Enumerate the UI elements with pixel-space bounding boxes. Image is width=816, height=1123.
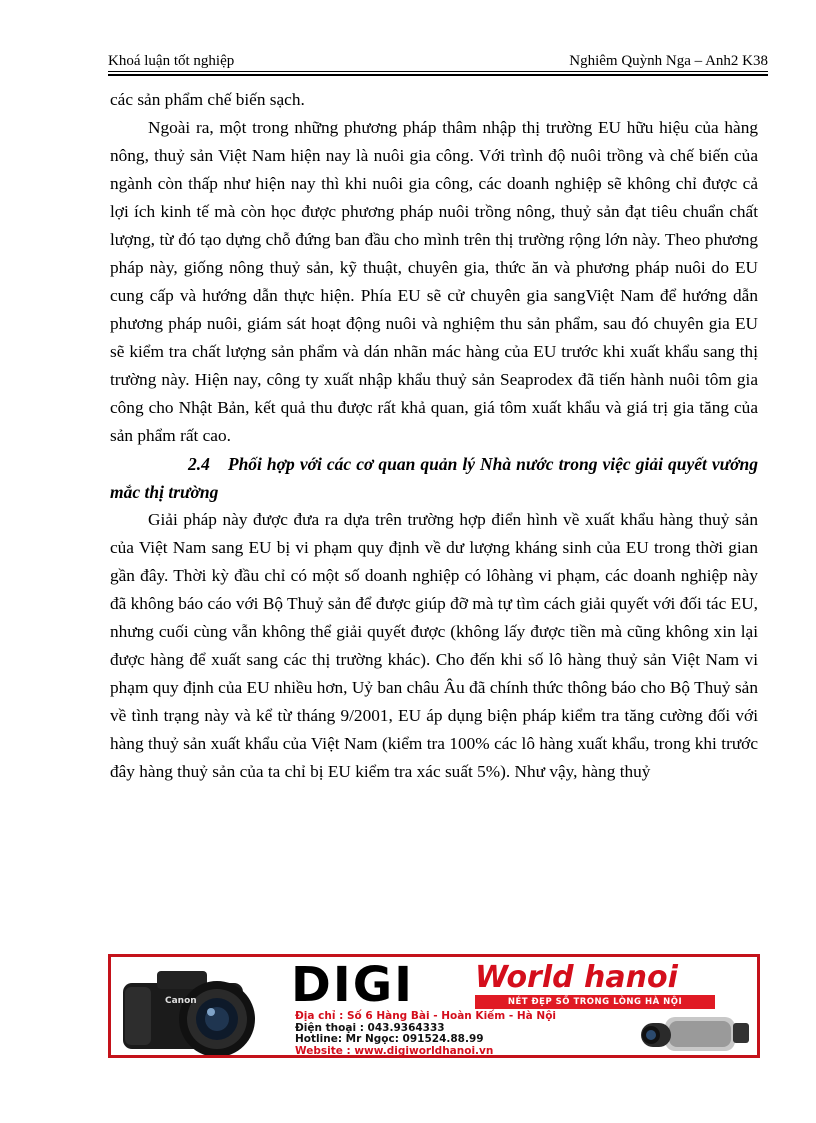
paragraph-solution: Giải pháp này được đưa ra dựa trên trường hợp điển hình về xuất khẩu hàng thuỷ sản của Việt Nam sang EU bị vi phạm quy định về dư lượng kháng sinh của EU trong thời gian gần đây. Thời kỳ đầu chỉ có một số doanh nghiệp có lôhàng vi phạm, các doanh nghiệp này đã không báo cáo với Bộ Thuỷ sản để được giúp đỡ mà tự tìm cách giải quyết với đối tác EU, nhưng cuối cùng vẫn không thể giải quyết được (không lấy được tiền mà cũng không xin lại được hàng để xuất sang các thị trường khác). Cho đến khi số lô hàng thuỷ sản Việt Nam vi phạm quy định của EU nhiều hơn, Uỷ ban châu Âu đã chính thức thông báo cho Bộ Thuỷ sản về tình trạng này và kể từ tháng 9/2001, EU áp dụng biện pháp kiểm tra tăng cường đối với hàng thuỷ sản xuất khẩu của Việt Nam (kiểm tra 100% các lô hàng xuất khẩu, trong khi trước đây hàng thuỷ sản của ta chỉ bị EU kiểm tra xác suất 5%). Như vậy, hàng thuỷ <box>110 510 758 781</box>
header-left-title: Khoá luận tốt nghiệp <box>108 53 235 69</box>
advertisement-banner[interactable] <box>108 954 760 1058</box>
logo-digi: DIGI <box>291 957 414 1013</box>
camera-icon <box>117 961 287 1055</box>
paragraph-outsourcing: Ngoài ra, một trong những phương pháp thâm nhập thị trường EU hữu hiệu của hàng nông, thuỷ sản Việt Nam hiện nay là nuôi gia công. Với trình độ nuôi trồng và chế biến của ngành còn thấp như hiện nay thì khi nuôi gia công, các doanh nghiệp sẽ không chỉ được cả lợi ích kinh tế mà còn học được phương pháp nuôi trồng nông, thuỷ sản đạt tiêu chuẩn chất lượng, từ đó tạo dựng chỗ đứng ban đầu cho mình trên thị trường rộng lớn này. Theo phương pháp này, giống nông thuỷ sản, kỹ thuật, chuyên gia, thức ăn và phương pháp nuôi do EU cung cấp và hướng dẫn thực hiện. Phía EU sẽ cử chuyên gia sangViệt Nam để hướng dẫn phương pháp nuôi, giám sát hoạt động nuôi và nghiệm thu sản phẩm, sau đó chuyên gia EU sẽ kiểm tra chất lượng sản phẩm và dán nhãn mác hàng của EU trước khi xuất khẩu sang thị trường này. Hiện nay, công ty xuất nhập khẩu thuỷ sản Seaprodex đã tiến hành nuôi tôm gia công cho Nhật Bản, kết quả thu được rất khả quan, giá tôm xuất khẩu và giá trị gia tăng của sản phẩm rất cao. <box>110 118 758 445</box>
contact-info <box>295 1011 625 1057</box>
hotline-line: Hotline: Mr Ngọc: 091524.88.99 <box>295 1033 484 1045</box>
phone-line: Điện thoại : 043.9364333 <box>295 1021 445 1034</box>
logo-world-hanoi: World hanoi <box>475 960 678 995</box>
slogan-bar: NÉT ĐẸP SỐ TRONG LÒNG HÀ NỘI <box>475 995 715 1009</box>
header-right-author: Nghiêm Quỳnh Nga – Anh2 K38 <box>569 53 768 69</box>
header-rule-thin <box>108 71 768 72</box>
paragraph-continuation: các sản phẩm chế biến sạch. <box>110 90 305 109</box>
address-line: Địa chỉ : Số 6 Hàng Bài - Hoàn Kiếm - Hà Nội <box>295 1010 557 1022</box>
section-number: 2.4 <box>188 454 210 474</box>
page-header <box>108 48 768 70</box>
website-link[interactable]: Website : www.digiworldhanoi.vn <box>295 1044 494 1057</box>
body-content <box>110 86 758 786</box>
camcorder-icon <box>637 1009 753 1055</box>
section-heading <box>110 450 758 506</box>
header-rule-thick <box>108 74 768 76</box>
camera-brand-label: Canon <box>165 996 197 1006</box>
section-title: Phối hợp với các cơ quan quản lý Nhà nước trong việc giải quyết vướng mắc thị trường <box>110 454 758 502</box>
